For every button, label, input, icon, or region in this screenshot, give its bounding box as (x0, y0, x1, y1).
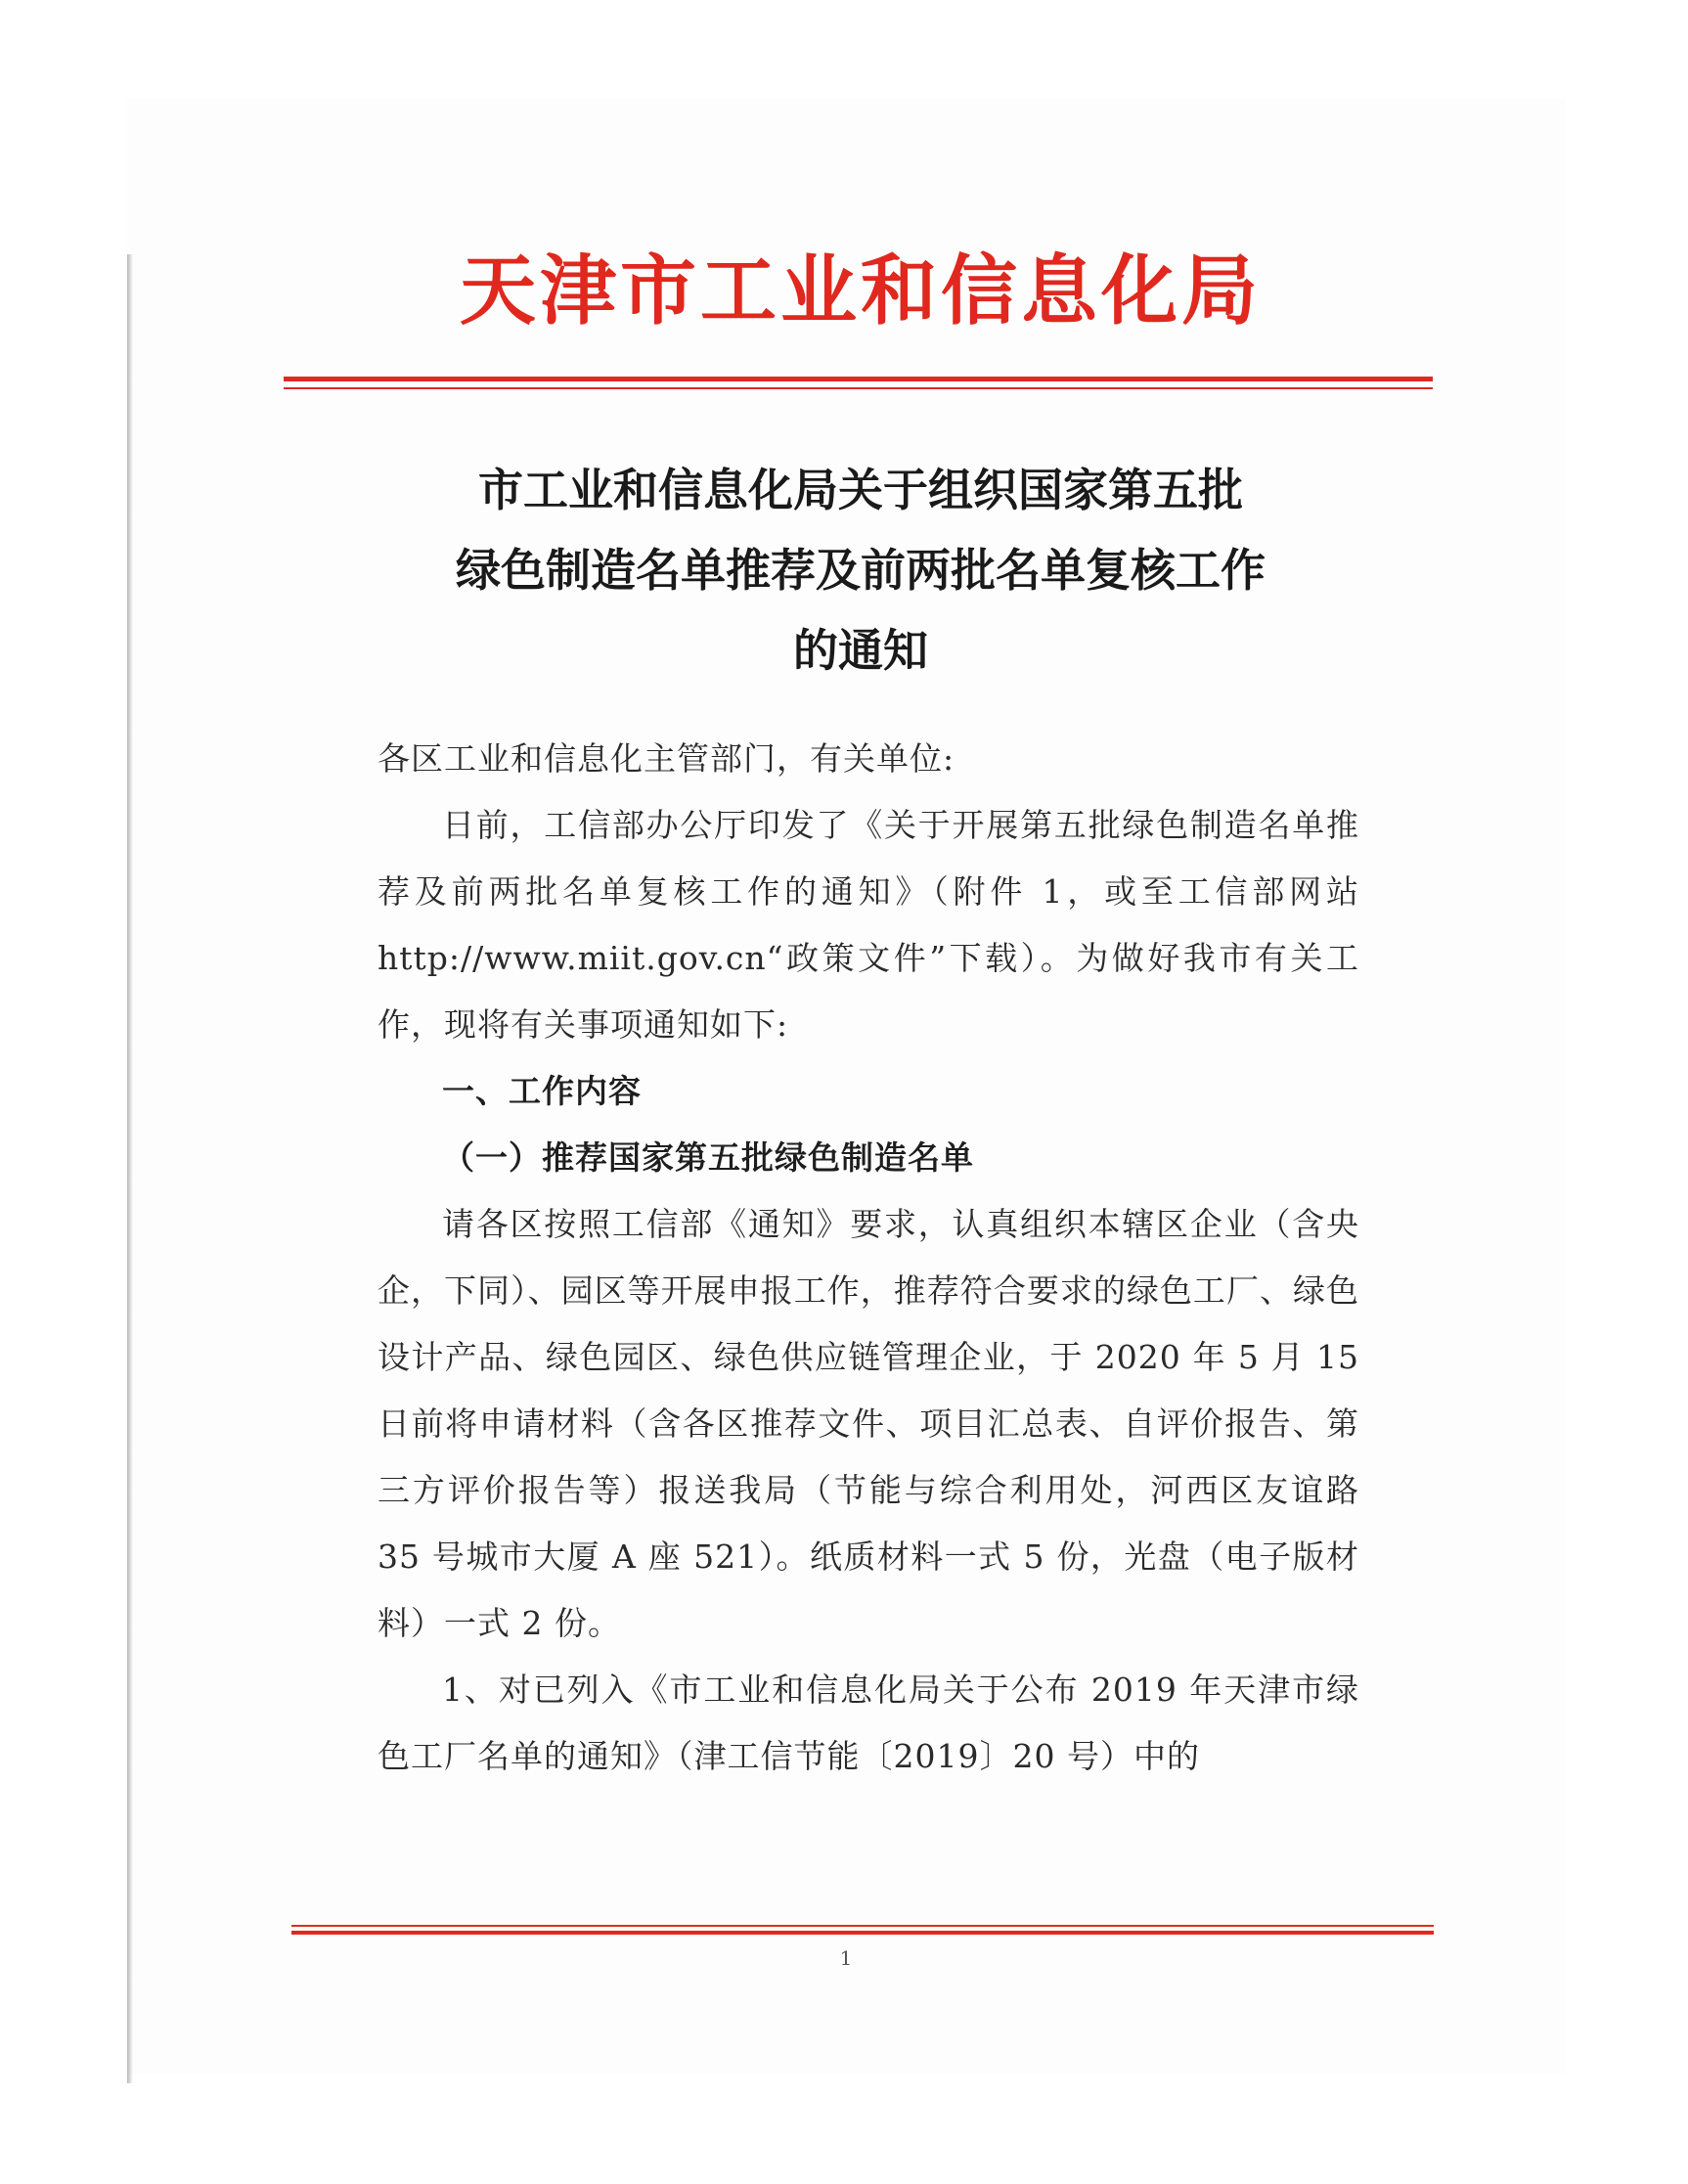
footer-red-rule-bottom (291, 1931, 1434, 1935)
document-body (378, 726, 1359, 1790)
subsection-heading-1: （一）推荐国家第五批绿色制造名单 (442, 1138, 974, 1177)
header-red-rule-bottom (284, 387, 1433, 389)
title-line-1: 市工业和信息化局关于组织国家第五批 (478, 464, 1243, 516)
footer-red-rule-top (291, 1925, 1434, 1927)
salutation: 各区工业和信息化主管部门，有关单位: (378, 739, 955, 778)
title-line-3: 的通知 (793, 624, 928, 677)
page-number: 1 (839, 1946, 853, 1970)
item-1-paragraph: 1、对已列入《市工业和信息化局关于公布 2019 年天津市绿色工厂名单的通知》（津工信节能〔2019〕20 号）中的 (378, 1671, 1359, 1775)
letterhead-title: 天津市工业和信息化局 (459, 246, 1262, 335)
title-line-2: 绿色制造名单推荐及前两批名单复核工作 (456, 544, 1266, 597)
page-edge-shadow (127, 254, 133, 2083)
intro-paragraph: 日前，工信部办公厅印发了《关于开展第五批绿色制造名单推荐及前两批名单复核工作的通知》（附件 1，或至工信部网站 http://www.miit.gov.cn“政策文件”下载）。为做好我市有关工作，现将有关事项通知如下: (378, 806, 1359, 1044)
section-heading-1: 一、工作内容 (442, 1072, 642, 1110)
header-red-rule-top (284, 377, 1433, 381)
document-title (372, 450, 1350, 691)
recommend-paragraph: 请各区按照工信部《通知》要求，认真组织本辖区企业（含央企，下同）、园区等开展申报工作，推荐符合要求的绿色工厂、绿色设计产品、绿色园区、绿色供应链管理企业，于 2020 年 5 月 15 日前将申请材料（含各区推荐文件、项目汇总表、自评价报告、第三方评价报告等）报送我局（节能与综合利用处，河西区友谊路 35 号城市大厦 A 座 521）。纸质材料一式 5 份，光盘（电子版材料）一式 2 份。 (378, 1205, 1359, 1642)
